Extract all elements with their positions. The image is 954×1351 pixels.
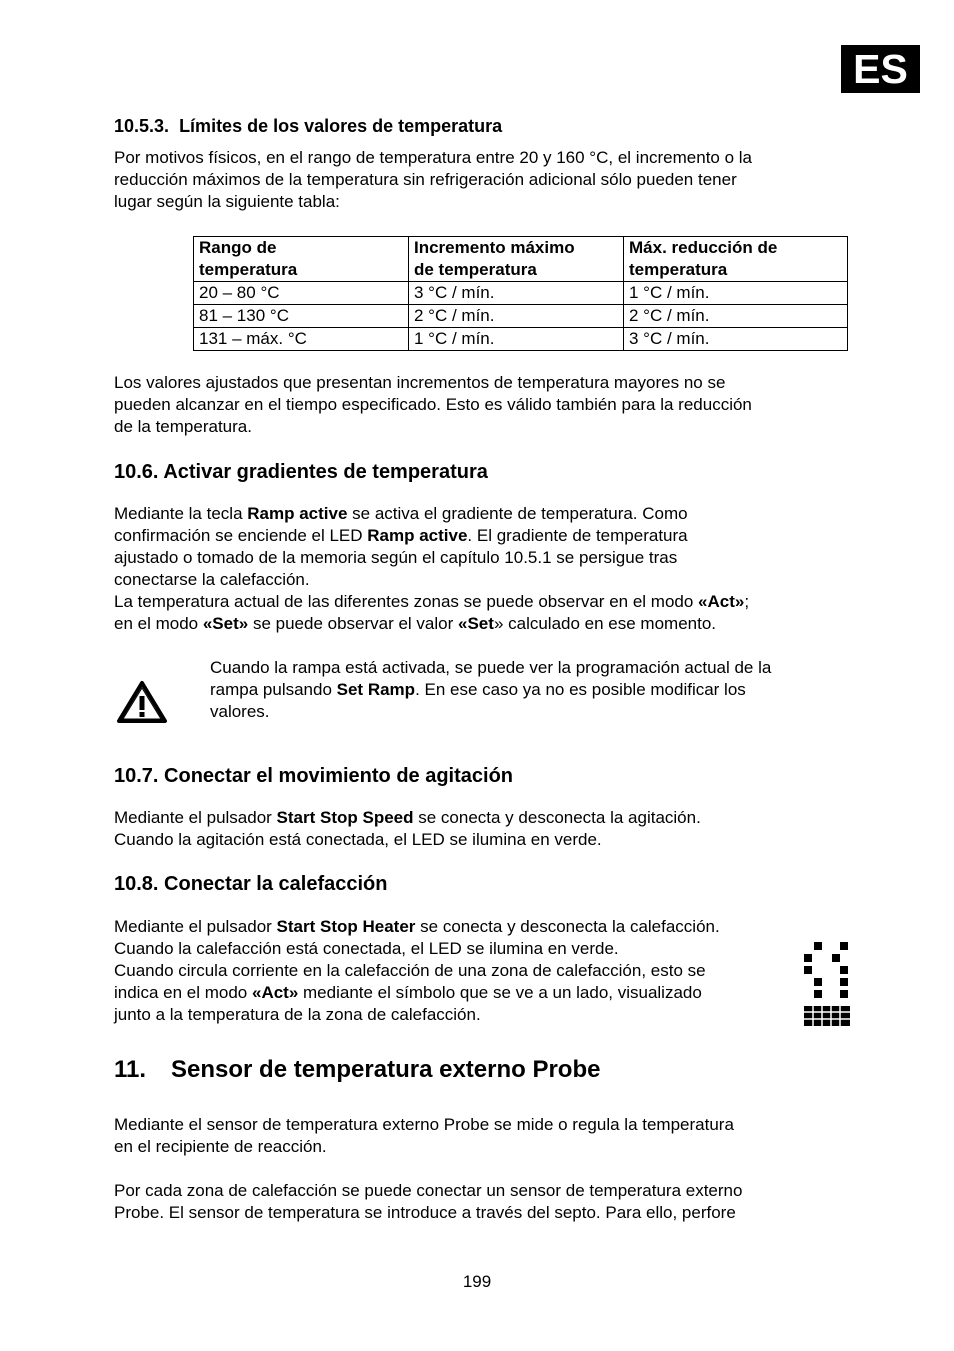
paragraph-ramp-active: Mediante la tecla Ramp active se activa el gradiente de temperatura. Como confirmación se enciende el LED Ramp active. El gradiente de temperatura ajustado o tomado de la memoria según el capítulo 10.5.1 se persigue tras conectarse la calefacción. La temperatura actual de las diferentes zonas se puede observar en el modo «Act»; en el modo «Set» se puede observar el valor «Set» calculado en ese momento. <box>114 504 750 633</box>
text-line: Probe. El sensor de temperatura se introduce a través del septo. Para ello, perfore <box>114 1203 736 1222</box>
table-cell: 2 °C / mín. <box>624 305 848 328</box>
temperature-limits-table <box>193 236 848 351</box>
language-badge: ES <box>841 45 920 93</box>
section-title: Límites de los valores de temperatura <box>179 116 503 136</box>
paragraph-probe-connect <box>114 1180 742 1224</box>
section-title: Activar gradientes de temperatura <box>163 461 488 483</box>
section-number: 10.8. <box>114 873 159 895</box>
paragraph-stirring: Mediante el pulsador Start Stop Speed se conecta y desconecta la agitación. Cuando la agitación está conectada, el LED se ilumina en verde. <box>114 808 701 849</box>
table-cell: 3 °C / mín. <box>624 328 848 351</box>
section-title: Sensor de temperatura externo Probe <box>171 1056 601 1083</box>
section-number: 10.7. <box>114 765 159 787</box>
table-header-row <box>194 237 848 282</box>
table-row <box>194 282 848 305</box>
table-cell: 1 °C / mín. <box>409 328 624 351</box>
page-number: 199 <box>462 1272 492 1291</box>
text-line: de la temperatura. <box>114 417 252 436</box>
section-heading-11 <box>114 1056 600 1084</box>
text-line: Mediante el sensor de temperatura externo Probe se mide o regula la temperatura <box>114 1115 734 1134</box>
text-line: en el recipiente de reacción. <box>114 1137 327 1156</box>
section-number: 10.6. <box>114 461 159 483</box>
table-row <box>194 305 848 328</box>
table-cell: 2 °C / mín. <box>409 305 624 328</box>
table-header-cell: Rango de temperatura <box>194 237 409 282</box>
table-cell: 81 – 130 °C <box>194 305 409 328</box>
note-set-ramp: Cuando la rampa está activada, se puede ver la programación actual de la rampa pulsando Set Ramp. En ese caso ya no es posible modificar los valores. <box>210 658 772 721</box>
table-cell: 131 – máx. °C <box>194 328 409 351</box>
section-title: Conectar la calefacción <box>164 873 388 895</box>
paragraph-physical-limits <box>114 147 752 213</box>
section-number: 10.5.3. <box>114 116 170 136</box>
section-heading-10-7 <box>114 764 513 788</box>
text-line: Por cada zona de calefacción se puede conectar un sensor de temperatura externo <box>114 1181 743 1200</box>
table-row <box>194 328 848 351</box>
section-heading-10-6 <box>114 460 488 484</box>
heating-symbol-icon <box>802 942 850 1028</box>
table-cell: 1 °C / mín. <box>624 282 848 305</box>
text-line: lugar según la siguiente tabla: <box>114 192 340 211</box>
section-heading-10-5-3 <box>114 115 502 137</box>
section-number: 11. <box>114 1056 147 1083</box>
section-title: Conectar el movimiento de agitación <box>164 765 514 787</box>
paragraph-probe-intro <box>114 1114 734 1158</box>
table-cell: 3 °C / mín. <box>409 282 624 305</box>
warning-triangle-icon <box>116 680 168 724</box>
text-line: Por motivos físicos, en el rango de temperatura entre 20 y 160 °C, el incremento o la <box>114 148 753 167</box>
paragraph-heating: Mediante el pulsador Start Stop Heater se conecta y desconecta la calefacción. Cuando la calefacción está conectada, el LED se ilumina en verde. Cuando circula corriente en la calefacción de una zona de calefacción, esto se indica en el modo «Act» mediante el símbolo que se ve a un lado, visualizado junto a la temperatura de la zona de calefacción. <box>114 917 720 1024</box>
table-header-cell: Máx. reducción de temperatura <box>624 237 848 282</box>
table-header-cell: Incremento máximo de temperatura <box>409 237 624 282</box>
text-line: Los valores ajustados que presentan incrementos de temperatura mayores no se <box>114 373 726 392</box>
text-line: pueden alcanzar en el tiempo especificado. Esto es válido también para la reducción <box>114 395 752 414</box>
table-cell: 20 – 80 °C <box>194 282 409 305</box>
text-line: reducción máximos de la temperatura sin refrigeración adicional sólo pueden tener <box>114 170 737 189</box>
section-heading-10-8 <box>114 872 387 896</box>
paragraph-adjusted-values <box>114 372 752 438</box>
